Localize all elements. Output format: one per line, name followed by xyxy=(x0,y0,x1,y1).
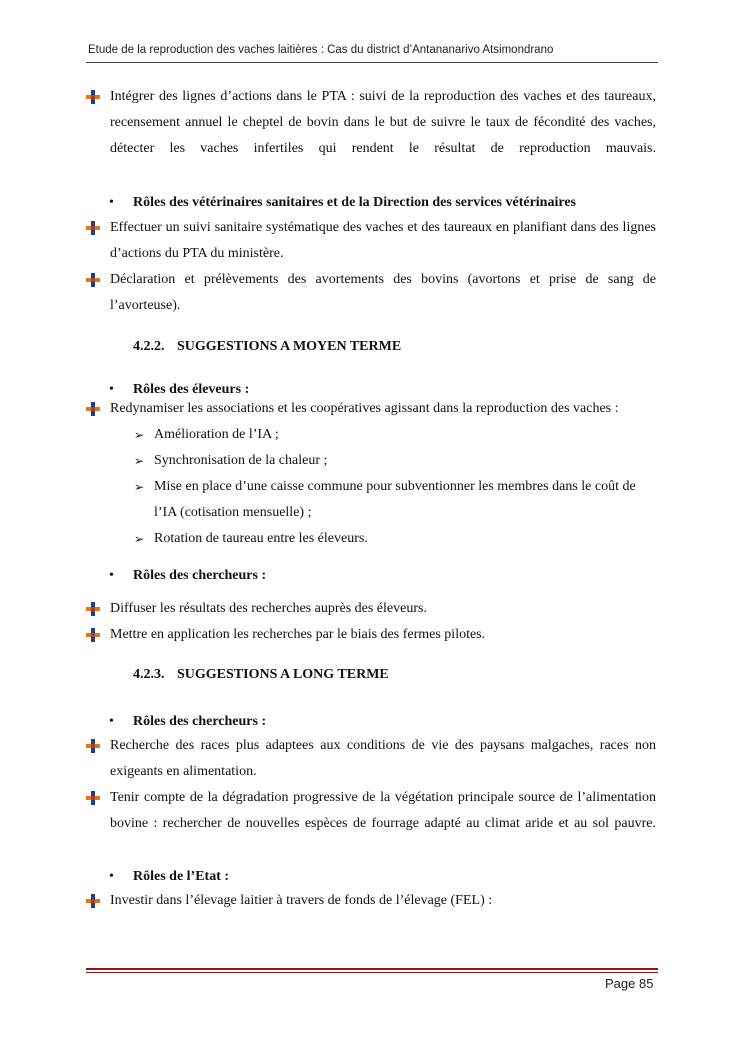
section-heading xyxy=(133,667,389,683)
role-heading-text: Rôles des éleveurs : xyxy=(133,382,250,397)
cross-bullet-icon xyxy=(86,221,100,235)
running-header: Etude de la reproduction des vaches laitières : Cas du district d’Antananarivo Atsimondrano xyxy=(88,44,554,56)
arrow-bullet-icon: ➢ xyxy=(134,532,145,546)
header-rule xyxy=(86,62,658,63)
section-heading xyxy=(133,339,401,355)
footer-rule xyxy=(86,968,658,970)
cross-bullet-icon xyxy=(86,894,100,908)
sub-list-item-text: Synchronisation de la chaleur ; xyxy=(154,453,328,468)
footer-rule-thin xyxy=(86,972,658,973)
list-item-text: Recherche des races plus adaptees aux conditions de vie des paysans malgaches, races non exigeants en alimentation. xyxy=(110,738,656,779)
cross-bullet-icon xyxy=(86,402,100,416)
bullet-dot: • xyxy=(109,714,114,729)
list-item-text: Intégrer des lignes d’actions dans le PTA : suivi de la reproduction des vaches et des taureaux, recensement annuel le cheptel de bovin dans le but de suivre le taux de fécondité des vaches, détecter les vaches infertiles qui rendent le résultat de reproduction mauvais. xyxy=(110,89,656,156)
cross-bullet-icon xyxy=(86,791,100,805)
bullet-dot: • xyxy=(109,568,114,583)
role-heading xyxy=(109,867,229,887)
section-number: 4.2.2. xyxy=(133,339,165,354)
role-heading-text: Rôles des chercheurs : xyxy=(133,714,267,729)
role-heading xyxy=(109,566,266,586)
role-heading-text: Rôles de l’Etat : xyxy=(133,869,230,884)
sub-list-item-text: Mise en place d’une caisse commune pour subventionner les membres dans le coût de l’IA (cotisation mensuelle) ; xyxy=(154,479,636,520)
role-heading xyxy=(109,193,576,213)
section-title: SUGGESTIONS A MOYEN TERME xyxy=(177,339,402,354)
list-item-text: Tenir compte de la dégradation progressive de la végétation principale source de l’alimentation bovine : rechercher de nouvelles espèces de fourrage adapté au climat aride et au sol pauvre. xyxy=(110,790,656,831)
list-item-text: Diffuser les résultats des recherches auprès des éleveurs. xyxy=(110,601,427,616)
cross-bullet-icon xyxy=(86,602,100,616)
list-item-text: Mettre en application les recherches par le biais des fermes pilotes. xyxy=(110,627,486,642)
cross-bullet-icon xyxy=(86,739,100,753)
cross-bullet-icon xyxy=(86,90,100,104)
page-number: Page 85 xyxy=(605,976,654,991)
sub-list-item-text: Rotation de taureau entre les éleveurs. xyxy=(154,531,368,546)
section-title: SUGGESTIONS A LONG TERME xyxy=(177,667,389,682)
list-item-text: Investir dans l’élevage laitier à travers de fonds de l’élevage (FEL) : xyxy=(110,893,493,908)
list-item-text: Effectuer un suivi sanitaire systématique des vaches et des taureaux en planifiant dans des lignes d’actions du PTA du ministère. xyxy=(110,220,656,261)
arrow-bullet-icon: ➢ xyxy=(134,428,145,442)
bullet-dot: • xyxy=(109,382,114,397)
sub-list-item-text: Amélioration de l’IA ; xyxy=(154,427,279,442)
list-item-text: Déclaration et prélèvements des avortements des bovins (avortons et prise de sang de l’avorteuse). xyxy=(110,272,656,313)
cross-bullet-icon xyxy=(86,273,100,287)
role-heading-text: Rôles des vétérinaires sanitaires et de la Direction des services vétérinaires xyxy=(133,195,576,210)
bullet-dot: • xyxy=(109,195,114,210)
cross-bullet-icon xyxy=(86,628,100,642)
section-number: 4.2.3. xyxy=(133,667,165,682)
arrow-bullet-icon: ➢ xyxy=(134,480,145,494)
arrow-bullet-icon: ➢ xyxy=(134,454,145,468)
bullet-dot: • xyxy=(109,869,114,884)
role-heading-text: Rôles des chercheurs : xyxy=(133,568,267,583)
list-item-text: Redynamiser les associations et les coopératives agissant dans la reproduction des vaches : xyxy=(110,401,619,416)
role-heading xyxy=(109,712,266,732)
